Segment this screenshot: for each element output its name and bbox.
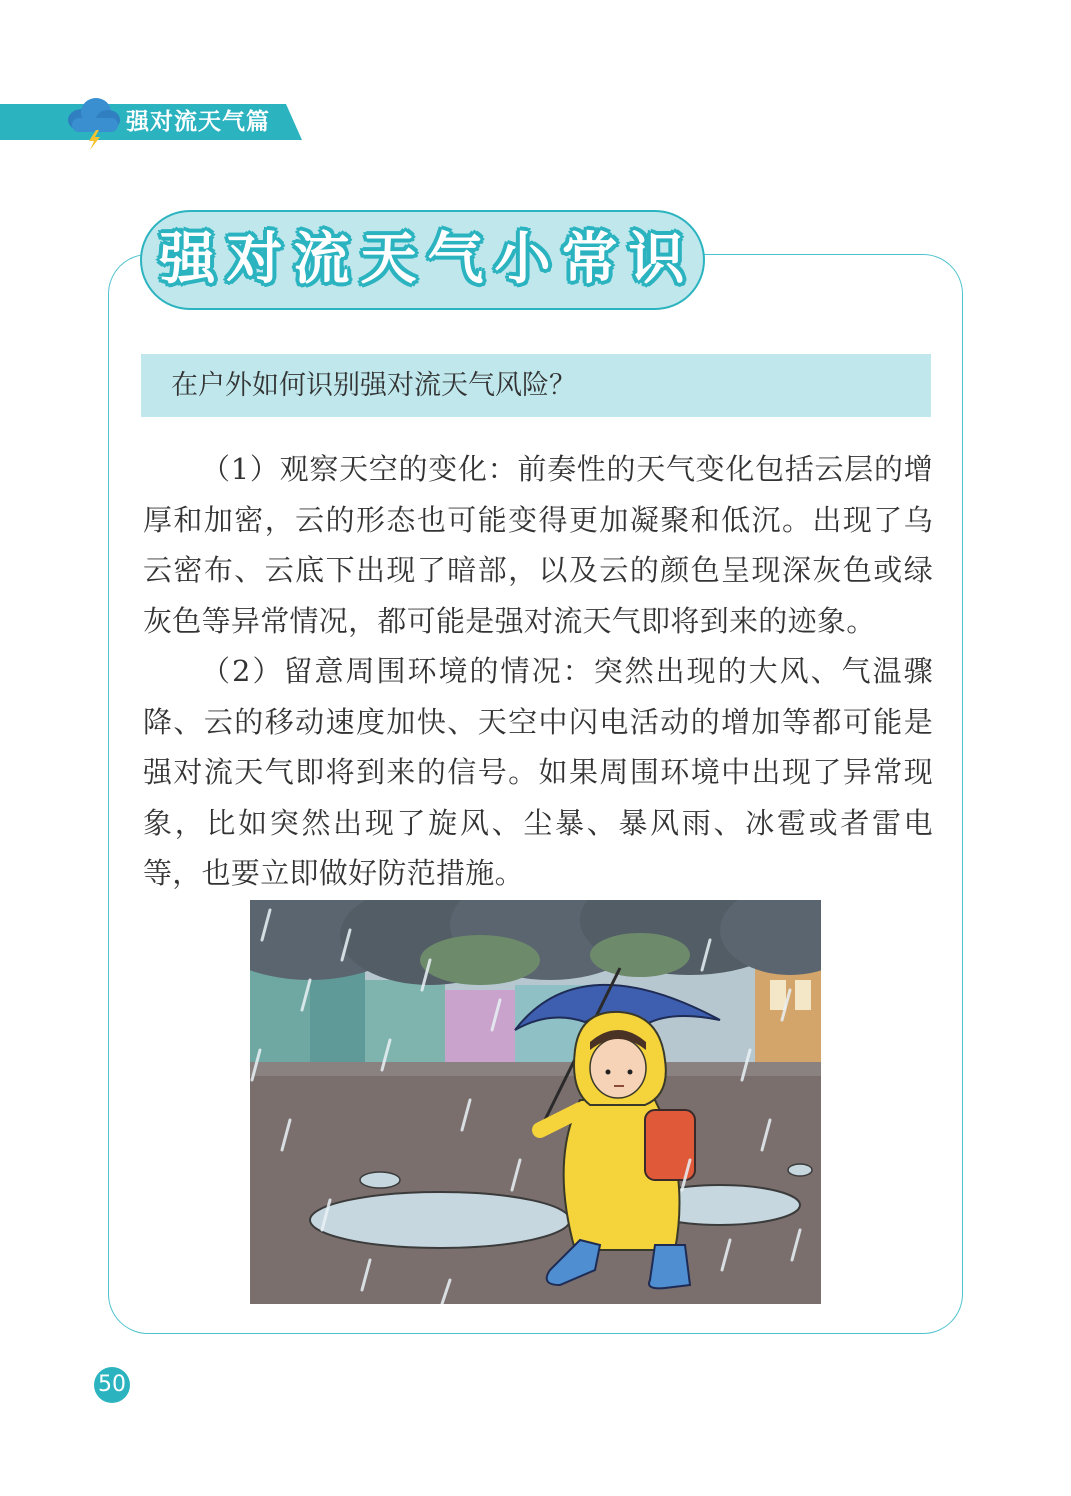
banner-char: 小 [494,227,551,292]
banner-char: 对 [226,227,283,292]
body-text [143,444,933,899]
header-section-title: 强对流天气篇 [126,109,270,135]
banner-char: 强 [159,227,216,292]
banner-char: 识 [628,227,685,292]
banner-char: 常 [561,227,618,292]
rain-illustration [250,900,821,1304]
banner-char: 气 [427,227,484,292]
page-number: 50 [94,1367,130,1403]
banner-char: 流 [293,227,350,292]
banner-char: 天 [360,227,417,292]
storm-cloud-icon [62,92,124,150]
topic-banner [140,210,705,310]
paragraph-2: （2）留意周围环境的情况：突然出现的大风、气温骤降、云的移动速度加快、天空中闪电活动的增加等都可能是强对流天气即将到来的信号。如果周围环境中出现了异常现象，比如突然出现了旋风、尘暴、暴风雨、冰雹或者雷电等，也要立即做好防范措施。 [143,654,933,890]
section-question: 在户外如何识别强对流天气风险？ [171,370,576,401]
section-question-bar [141,354,931,417]
illustration-art [250,900,821,1304]
paragraph-1: （1）观察天空的变化：前奏性的天气变化包括云层的增厚和加密，云的形态也可能变得更加凝聚和低沉。出现了乌云密布、云底下出现了暗部，以及云的颜色呈现深灰色或绿灰色等异常情况，都可能是强对流天气即将到来的迹象。 [143,452,933,638]
banner-title [154,222,690,298]
